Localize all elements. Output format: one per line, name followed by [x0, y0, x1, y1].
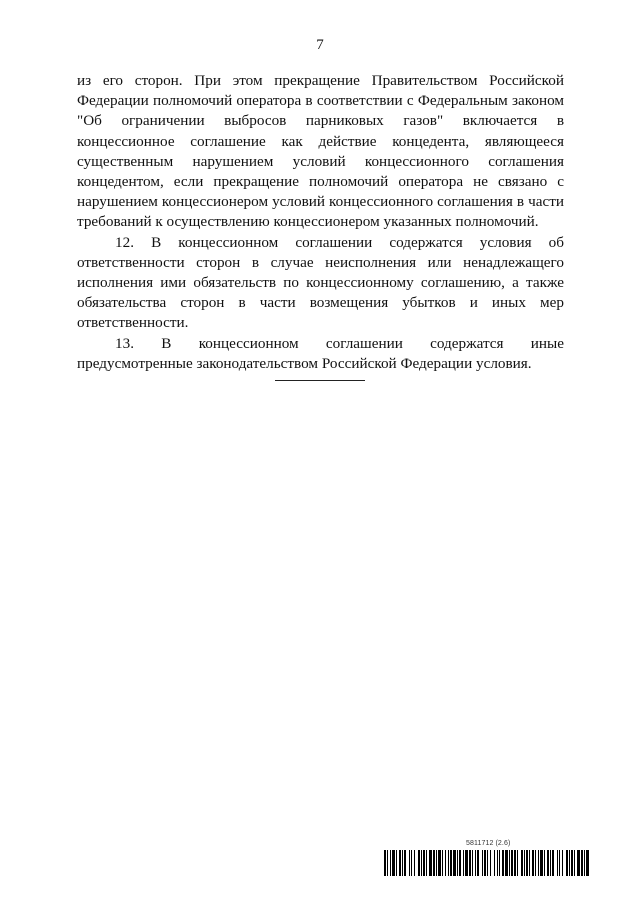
barcode-bar [457, 850, 458, 876]
barcode-bar [418, 850, 420, 876]
barcode-bar [547, 850, 549, 876]
barcode-bar [529, 850, 530, 876]
barcode-bar [477, 850, 479, 876]
document-body [77, 71, 564, 374]
barcode-bar [535, 850, 536, 876]
barcode-bar [526, 850, 528, 876]
barcode-bar [550, 850, 551, 876]
barcode-bar [532, 850, 534, 876]
barcode-bar [469, 850, 471, 876]
barcode-bar [552, 850, 554, 876]
barcode-bar [562, 850, 563, 876]
paragraph-12: 12. В концессионном соглашении содержатся условия об ответственности сторон в случае неисполнения или ненадлежащего исполнения ими обязательств по концессионному соглашению, а также обязательства сторон в части возмещения убытков и иных мер ответственности. [77, 233, 564, 332]
barcode-bar [544, 850, 545, 876]
barcode-bar [429, 850, 432, 876]
barcode-bar [438, 850, 441, 876]
paragraph-13: 13. В концессионном соглашении содержатся иные предусмотренные законодательством Российской Федерации условия. [77, 334, 564, 372]
barcode-bar [571, 850, 573, 876]
barcode-bar [497, 850, 498, 876]
barcode-bar [384, 850, 386, 876]
barcode-bar [482, 850, 483, 876]
barcode-bar [421, 850, 422, 876]
end-divider-line [275, 380, 365, 381]
barcode-bar [448, 850, 449, 876]
barcode-bar [581, 850, 583, 876]
barcode-bar [514, 850, 516, 876]
barcode-bar [559, 850, 560, 876]
barcode-bar [538, 850, 539, 876]
barcode-bar [445, 850, 446, 876]
barcode-bar [475, 850, 476, 876]
barcode-bar [404, 850, 406, 876]
barcode-bar [423, 850, 425, 876]
barcode-bar [465, 850, 468, 876]
barcode-bar [433, 850, 435, 876]
barcode-bar [540, 850, 543, 876]
barcode-bar [586, 850, 589, 876]
barcode-bar [502, 850, 504, 876]
barcode-bar [524, 850, 525, 876]
barcode-bar [505, 850, 508, 876]
barcode-bar [566, 850, 568, 876]
barcode-bar [442, 850, 443, 876]
barcode-bar [409, 850, 410, 876]
barcode-bar [392, 850, 395, 876]
barcode-bar [436, 850, 437, 876]
barcode-block [384, 840, 589, 880]
paragraph-continuation: из его сторон. При этом прекращение Правительством Российской Федерации полномочий оператора в соответствии с Федеральным законом "Об ограничении выбросов парниковых газов" включается в концессионное соглашение как действие концедента, являющееся существенным нарушением условий концессионного соглашения концедентом, если прекращение полномочий оператора не связано с нарушением концессионером условий концессионного соглашения в части требований к осуществлению концессионером указанных полномочий. [77, 72, 564, 231]
barcode-bar [399, 850, 401, 876]
barcode-bar [390, 850, 391, 876]
barcode-bar [450, 850, 452, 876]
barcode-bar [511, 850, 513, 876]
barcode-bar [396, 850, 397, 876]
barcode-bar [521, 850, 523, 876]
barcode-bar [584, 850, 585, 876]
barcode-bar [517, 850, 518, 876]
page-number: 7 [316, 37, 324, 53]
barcode-bar [577, 850, 580, 876]
barcode-bar [411, 850, 412, 876]
barcode-bar [402, 850, 403, 876]
barcode-bar [487, 850, 488, 876]
barcode-bar [484, 850, 486, 876]
barcode-bar [557, 850, 558, 876]
barcode-bar [490, 850, 491, 876]
barcode-bar [459, 850, 461, 876]
barcode-image [384, 850, 589, 876]
barcode-bar [426, 850, 427, 876]
barcode-bar [494, 850, 495, 876]
barcode-bar [569, 850, 570, 876]
barcode-bar [414, 850, 415, 876]
barcode-bar [453, 850, 456, 876]
barcode-bar [472, 850, 473, 876]
barcode-bar [387, 850, 388, 876]
barcode-caption: 5811712 (2.6) [466, 840, 511, 847]
barcode-bar [574, 850, 575, 876]
barcode-bar [509, 850, 510, 876]
barcode-bar [499, 850, 500, 876]
barcode-bar [463, 850, 464, 876]
